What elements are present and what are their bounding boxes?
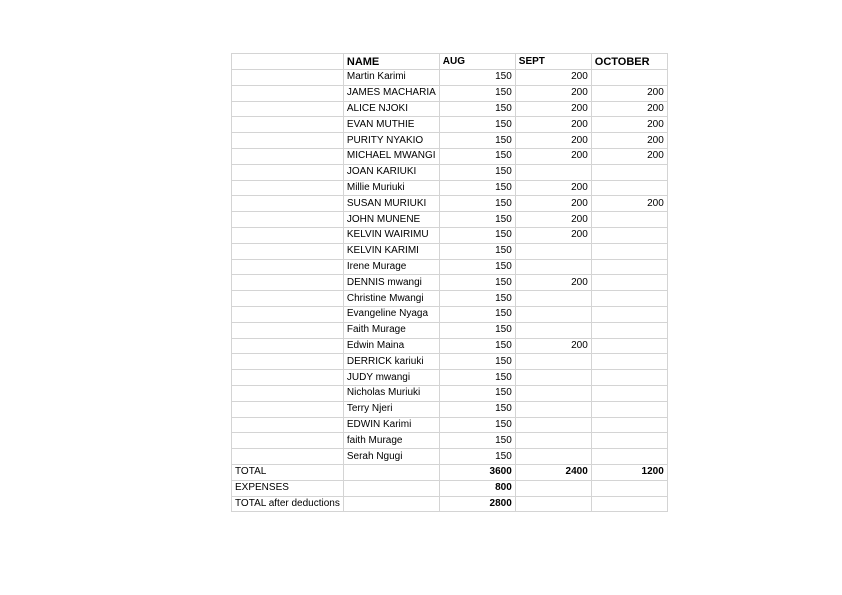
summary-name-cell[interactable]	[343, 480, 439, 496]
row-label-cell[interactable]	[232, 433, 344, 449]
october-cell[interactable]	[591, 164, 667, 180]
name-cell[interactable]: Martin Karimi	[343, 70, 439, 86]
name-cell[interactable]: Serah Ngugi	[343, 449, 439, 465]
october-cell[interactable]	[591, 370, 667, 386]
aug-cell[interactable]: 150	[439, 148, 515, 164]
table-row	[232, 212, 668, 228]
table-row	[232, 306, 668, 322]
aug-cell[interactable]: 150	[439, 180, 515, 196]
row-label-cell[interactable]	[232, 417, 344, 433]
row-label-cell[interactable]	[232, 291, 344, 307]
name-cell[interactable]: EVAN MUTHIE	[343, 117, 439, 133]
row-label-cell[interactable]	[232, 401, 344, 417]
sept-cell[interactable]	[515, 385, 591, 401]
october-cell[interactable]	[591, 70, 667, 86]
sept-cell[interactable]: 200	[515, 70, 591, 86]
row-label-cell[interactable]	[232, 243, 344, 259]
table-row	[232, 385, 668, 401]
october-cell[interactable]	[591, 291, 667, 307]
header-cell-blank[interactable]	[232, 54, 344, 70]
sept-cell[interactable]	[515, 417, 591, 433]
name-cell[interactable]: Evangeline Nyaga	[343, 306, 439, 322]
row-label-cell[interactable]	[232, 275, 344, 291]
summary-aug-cell[interactable]: 2800	[439, 496, 515, 512]
aug-cell[interactable]: 150	[439, 338, 515, 354]
table-row	[232, 164, 668, 180]
sept-cell[interactable]: 200	[515, 275, 591, 291]
name-cell[interactable]: faith Murage	[343, 433, 439, 449]
aug-cell[interactable]: 150	[439, 85, 515, 101]
row-label-cell[interactable]	[232, 133, 344, 149]
summary-october-cell[interactable]	[591, 496, 667, 512]
aug-cell[interactable]: 150	[439, 306, 515, 322]
table-body	[232, 54, 668, 512]
summary-sept-cell[interactable]: 2400	[515, 464, 591, 480]
october-cell[interactable]	[591, 417, 667, 433]
sept-cell[interactable]	[515, 401, 591, 417]
october-cell[interactable]	[591, 259, 667, 275]
name-cell[interactable]: MICHAEL MWANGI	[343, 148, 439, 164]
sept-cell[interactable]: 200	[515, 85, 591, 101]
table-row	[232, 243, 668, 259]
aug-cell[interactable]: 150	[439, 259, 515, 275]
aug-cell[interactable]: 150	[439, 227, 515, 243]
row-label-cell[interactable]	[232, 449, 344, 465]
sept-cell[interactable]: 200	[515, 212, 591, 228]
row-label-cell[interactable]	[232, 227, 344, 243]
table-row	[232, 196, 668, 212]
header-cell-sept[interactable]: SEPT	[515, 54, 591, 70]
aug-cell[interactable]: 150	[439, 385, 515, 401]
sept-cell[interactable]: 200	[515, 180, 591, 196]
aug-cell[interactable]: 150	[439, 212, 515, 228]
aug-cell[interactable]: 150	[439, 322, 515, 338]
table-row	[232, 70, 668, 86]
table-row	[232, 449, 668, 465]
contributions-table	[231, 53, 668, 512]
aug-cell[interactable]: 150	[439, 370, 515, 386]
aug-cell[interactable]: 150	[439, 117, 515, 133]
header-cell-october[interactable]: OCTOBER	[591, 54, 667, 70]
sept-cell[interactable]	[515, 322, 591, 338]
table-row	[232, 338, 668, 354]
table-row	[232, 401, 668, 417]
name-cell[interactable]: Faith Murage	[343, 322, 439, 338]
name-cell[interactable]: JOAN KARIUKI	[343, 164, 439, 180]
october-cell[interactable]: 200	[591, 101, 667, 117]
sept-cell[interactable]	[515, 243, 591, 259]
name-cell[interactable]: Irene Murage	[343, 259, 439, 275]
name-cell[interactable]: JOHN MUNENE	[343, 212, 439, 228]
row-label-cell[interactable]	[232, 259, 344, 275]
aug-cell[interactable]: 150	[439, 291, 515, 307]
name-cell[interactable]: KELVIN KARIMI	[343, 243, 439, 259]
name-cell[interactable]: Edwin Maina	[343, 338, 439, 354]
october-cell[interactable]: 200	[591, 85, 667, 101]
summary-label-cell[interactable]: TOTAL	[232, 464, 344, 480]
aug-cell[interactable]: 150	[439, 354, 515, 370]
summary-label-cell[interactable]: TOTAL after deductions	[232, 496, 344, 512]
row-label-cell[interactable]	[232, 385, 344, 401]
summary-name-cell[interactable]	[343, 496, 439, 512]
summary-aug-cell[interactable]: 800	[439, 480, 515, 496]
sept-cell[interactable]: 200	[515, 196, 591, 212]
aug-cell[interactable]: 150	[439, 243, 515, 259]
october-cell[interactable]	[591, 306, 667, 322]
aug-cell[interactable]: 150	[439, 164, 515, 180]
name-cell[interactable]: DERRICK kariuki	[343, 354, 439, 370]
summary-sept-cell[interactable]	[515, 480, 591, 496]
summary-october-cell[interactable]: 1200	[591, 464, 667, 480]
sept-cell[interactable]	[515, 259, 591, 275]
table-row	[232, 433, 668, 449]
october-cell[interactable]: 200	[591, 133, 667, 149]
summary-name-cell[interactable]	[343, 464, 439, 480]
row-label-cell[interactable]	[232, 370, 344, 386]
table-row	[232, 291, 668, 307]
name-cell[interactable]: JUDY mwangi	[343, 370, 439, 386]
october-cell[interactable]	[591, 449, 667, 465]
row-label-cell[interactable]	[232, 164, 344, 180]
table-row	[232, 85, 668, 101]
sept-cell[interactable]	[515, 291, 591, 307]
summary-label-cell[interactable]: EXPENSES	[232, 480, 344, 496]
header-row	[232, 54, 668, 70]
sept-cell[interactable]: 200	[515, 148, 591, 164]
october-cell[interactable]	[591, 243, 667, 259]
row-label-cell[interactable]	[232, 196, 344, 212]
row-label-cell[interactable]	[232, 180, 344, 196]
name-cell[interactable]: KELVIN WAIRIMU	[343, 227, 439, 243]
sept-cell[interactable]	[515, 433, 591, 449]
table-row	[232, 275, 668, 291]
table-row	[232, 354, 668, 370]
sept-cell[interactable]	[515, 164, 591, 180]
october-cell[interactable]	[591, 338, 667, 354]
sept-cell[interactable]	[515, 354, 591, 370]
summary-row	[232, 464, 668, 480]
summary-october-cell[interactable]	[591, 480, 667, 496]
october-cell[interactable]	[591, 401, 667, 417]
row-label-cell[interactable]	[232, 70, 344, 86]
table-row	[232, 180, 668, 196]
row-label-cell[interactable]	[232, 306, 344, 322]
name-cell[interactable]: Terry Njeri	[343, 401, 439, 417]
row-label-cell[interactable]	[232, 148, 344, 164]
row-label-cell[interactable]	[232, 212, 344, 228]
row-label-cell[interactable]	[232, 85, 344, 101]
row-label-cell[interactable]	[232, 117, 344, 133]
name-cell[interactable]: Christine Mwangi	[343, 291, 439, 307]
table-row	[232, 133, 668, 149]
sept-cell[interactable]: 200	[515, 133, 591, 149]
name-cell[interactable]: Nicholas Muriuki	[343, 385, 439, 401]
name-cell[interactable]: Millie Muriuki	[343, 180, 439, 196]
table-row	[232, 117, 668, 133]
aug-cell[interactable]: 150	[439, 70, 515, 86]
october-cell[interactable]: 200	[591, 148, 667, 164]
october-cell[interactable]	[591, 322, 667, 338]
table-row	[232, 370, 668, 386]
sept-cell[interactable]	[515, 306, 591, 322]
october-cell[interactable]: 200	[591, 196, 667, 212]
october-cell[interactable]	[591, 354, 667, 370]
row-label-cell[interactable]	[232, 101, 344, 117]
header-cell-name[interactable]: NAME	[343, 54, 439, 70]
sept-cell[interactable]: 200	[515, 101, 591, 117]
table-row	[232, 148, 668, 164]
october-cell[interactable]	[591, 180, 667, 196]
aug-cell[interactable]: 150	[439, 449, 515, 465]
aug-cell[interactable]: 150	[439, 401, 515, 417]
row-label-cell[interactable]	[232, 322, 344, 338]
name-cell[interactable]: SUSAN MURIUKI	[343, 196, 439, 212]
sept-cell[interactable]	[515, 370, 591, 386]
name-cell[interactable]: PURITY NYAKIO	[343, 133, 439, 149]
name-cell[interactable]: EDWIN Karimi	[343, 417, 439, 433]
row-label-cell[interactable]	[232, 354, 344, 370]
october-cell[interactable]	[591, 275, 667, 291]
aug-cell[interactable]: 150	[439, 196, 515, 212]
name-cell[interactable]: DENNIS mwangi	[343, 275, 439, 291]
october-cell[interactable]: 200	[591, 117, 667, 133]
table-row	[232, 101, 668, 117]
name-cell[interactable]: JAMES MACHARIA	[343, 85, 439, 101]
aug-cell[interactable]: 150	[439, 275, 515, 291]
header-cell-aug[interactable]: AUG	[439, 54, 515, 70]
october-cell[interactable]	[591, 212, 667, 228]
october-cell[interactable]	[591, 227, 667, 243]
october-cell[interactable]	[591, 385, 667, 401]
sept-cell[interactable]: 200	[515, 117, 591, 133]
aug-cell[interactable]: 150	[439, 101, 515, 117]
sept-cell[interactable]	[515, 449, 591, 465]
table-row	[232, 417, 668, 433]
october-cell[interactable]	[591, 433, 667, 449]
sept-cell[interactable]: 200	[515, 338, 591, 354]
row-label-cell[interactable]	[232, 338, 344, 354]
table-row	[232, 227, 668, 243]
aug-cell[interactable]: 150	[439, 433, 515, 449]
summary-row	[232, 496, 668, 512]
aug-cell[interactable]: 150	[439, 417, 515, 433]
aug-cell[interactable]: 150	[439, 133, 515, 149]
table-row	[232, 259, 668, 275]
name-cell[interactable]: ALICE NJOKI	[343, 101, 439, 117]
summary-aug-cell[interactable]: 3600	[439, 464, 515, 480]
summary-sept-cell[interactable]	[515, 496, 591, 512]
sept-cell[interactable]: 200	[515, 227, 591, 243]
summary-row	[232, 480, 668, 496]
table-row	[232, 322, 668, 338]
